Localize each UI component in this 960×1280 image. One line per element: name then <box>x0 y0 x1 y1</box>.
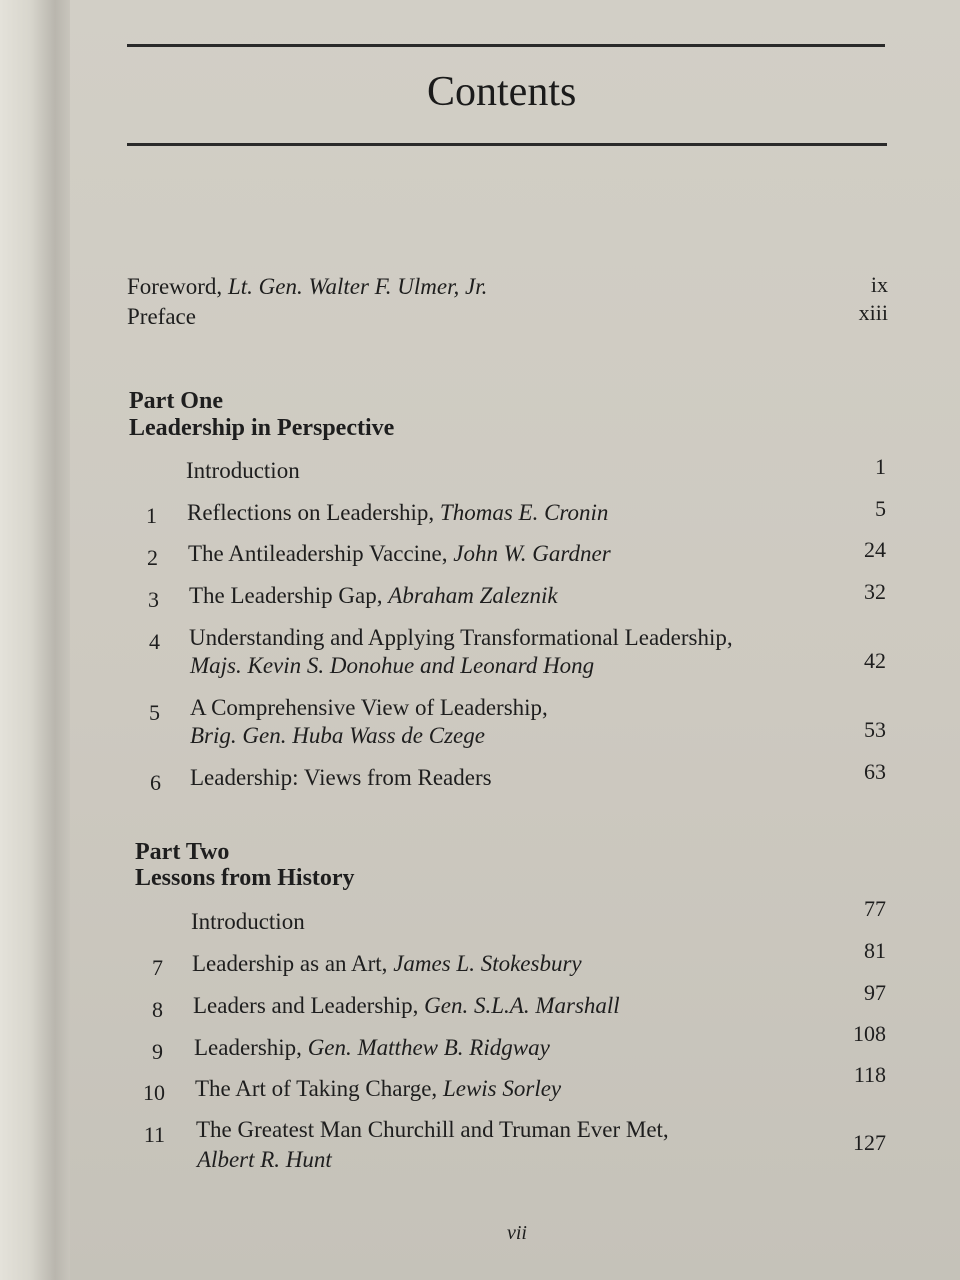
entry-author: Gen. Matthew B. Ridgway <box>307 1035 550 1060</box>
chapter-number: 1 <box>146 503 157 528</box>
toc-entry <box>186 458 300 484</box>
chapter-number: 2 <box>147 545 158 570</box>
entry-title: Understanding and Applying Transformational Leadership, <box>189 625 733 650</box>
entry-author: Gen. S.L.A. Marshall <box>424 993 620 1018</box>
toc-entry <box>191 909 305 935</box>
entry-title: Reflections on Leadership, <box>187 500 440 525</box>
entry-author: Albert R. Hunt <box>197 1147 332 1172</box>
entry-title: Leadership as an Art, <box>192 951 394 976</box>
part-name: Leadership in Perspective <box>129 415 395 441</box>
page-number: 5 <box>875 496 886 521</box>
part-name: Lessons from History <box>135 865 355 891</box>
entry-author: Abraham Zaleznik <box>388 583 558 608</box>
page-number: 1 <box>875 454 886 479</box>
entry-title: Introduction <box>186 458 300 483</box>
toc-entry <box>188 541 611 567</box>
entry-author: Lewis Sorley <box>442 1076 562 1101</box>
page-number: 81 <box>864 938 886 963</box>
entry-title: Preface <box>127 304 196 329</box>
entry-author: James L. Stokesbury <box>393 951 582 976</box>
page-title: Contents <box>427 69 577 115</box>
entry-author: Majs. Kevin S. Donohue and Leonard Hong <box>190 653 595 678</box>
page-number: 77 <box>864 896 886 921</box>
part-label: Part One <box>129 388 223 414</box>
top-rule <box>127 44 885 47</box>
entry-title: The Antileadership Vaccine, <box>188 541 454 566</box>
page-number: ix <box>870 272 888 297</box>
book-gutter <box>0 0 70 1280</box>
toc-entry <box>190 695 548 721</box>
chapter-number: 6 <box>150 770 161 795</box>
page-number: 108 <box>853 1021 886 1046</box>
entry-author: Brig. Gen. Huba Wass de Czege <box>190 723 485 748</box>
part-label: Part Two <box>135 839 230 865</box>
entry-title: Foreword, <box>127 274 228 299</box>
chapter-number: 4 <box>149 629 160 654</box>
entry-author: Lt. Gen. Walter F. Ulmer, Jr. <box>227 274 488 299</box>
folio-page-number: vii <box>507 1222 527 1244</box>
chapter-number: 5 <box>149 700 160 725</box>
page-number: 32 <box>864 579 886 604</box>
chapter-number: 10 <box>143 1080 165 1105</box>
title-rule <box>127 143 887 146</box>
page-number: 42 <box>864 648 886 673</box>
toc-entry <box>194 1035 550 1061</box>
toc-entry <box>196 1117 669 1143</box>
chapter-number: 8 <box>152 997 163 1022</box>
toc-entry <box>192 951 582 977</box>
page-number: xiii <box>858 300 888 325</box>
toc-entry <box>190 765 492 791</box>
entry-title: The Leadership Gap, <box>189 583 389 608</box>
chapter-number: 3 <box>148 587 159 612</box>
chapter-number: 9 <box>152 1039 163 1064</box>
toc-entry <box>189 583 558 609</box>
page-number: 97 <box>864 980 886 1005</box>
entry-author: Thomas E. Cronin <box>439 500 609 525</box>
entry-title: The Art of Taking Charge, <box>195 1076 443 1101</box>
toc-entry <box>189 625 733 651</box>
page-number: 118 <box>853 1062 886 1087</box>
entry-title: A Comprehensive View of Leadership, <box>190 695 548 720</box>
toc-entry <box>193 993 620 1019</box>
entry-author: John W. Gardner <box>453 541 611 566</box>
page-number: 24 <box>864 537 886 562</box>
entry-title: Leadership, <box>194 1035 308 1060</box>
chapter-number: 11 <box>143 1122 165 1147</box>
page-number: 53 <box>864 717 886 742</box>
entry-title: Leaders and Leadership, <box>193 993 425 1018</box>
entry-title: The Greatest Man Churchill and Truman Ever Met, <box>196 1117 669 1142</box>
chapter-number: 7 <box>152 955 163 980</box>
toc-preface <box>127 304 196 330</box>
toc-entry <box>187 500 608 526</box>
toc-entry <box>195 1076 561 1102</box>
entry-title: Introduction <box>191 909 305 934</box>
toc-foreword <box>127 274 487 300</box>
contents-page <box>70 0 960 1280</box>
page-number: 127 <box>853 1130 886 1155</box>
entry-title: Leadership: Views from Readers <box>190 765 492 790</box>
page-number: 63 <box>864 759 886 784</box>
